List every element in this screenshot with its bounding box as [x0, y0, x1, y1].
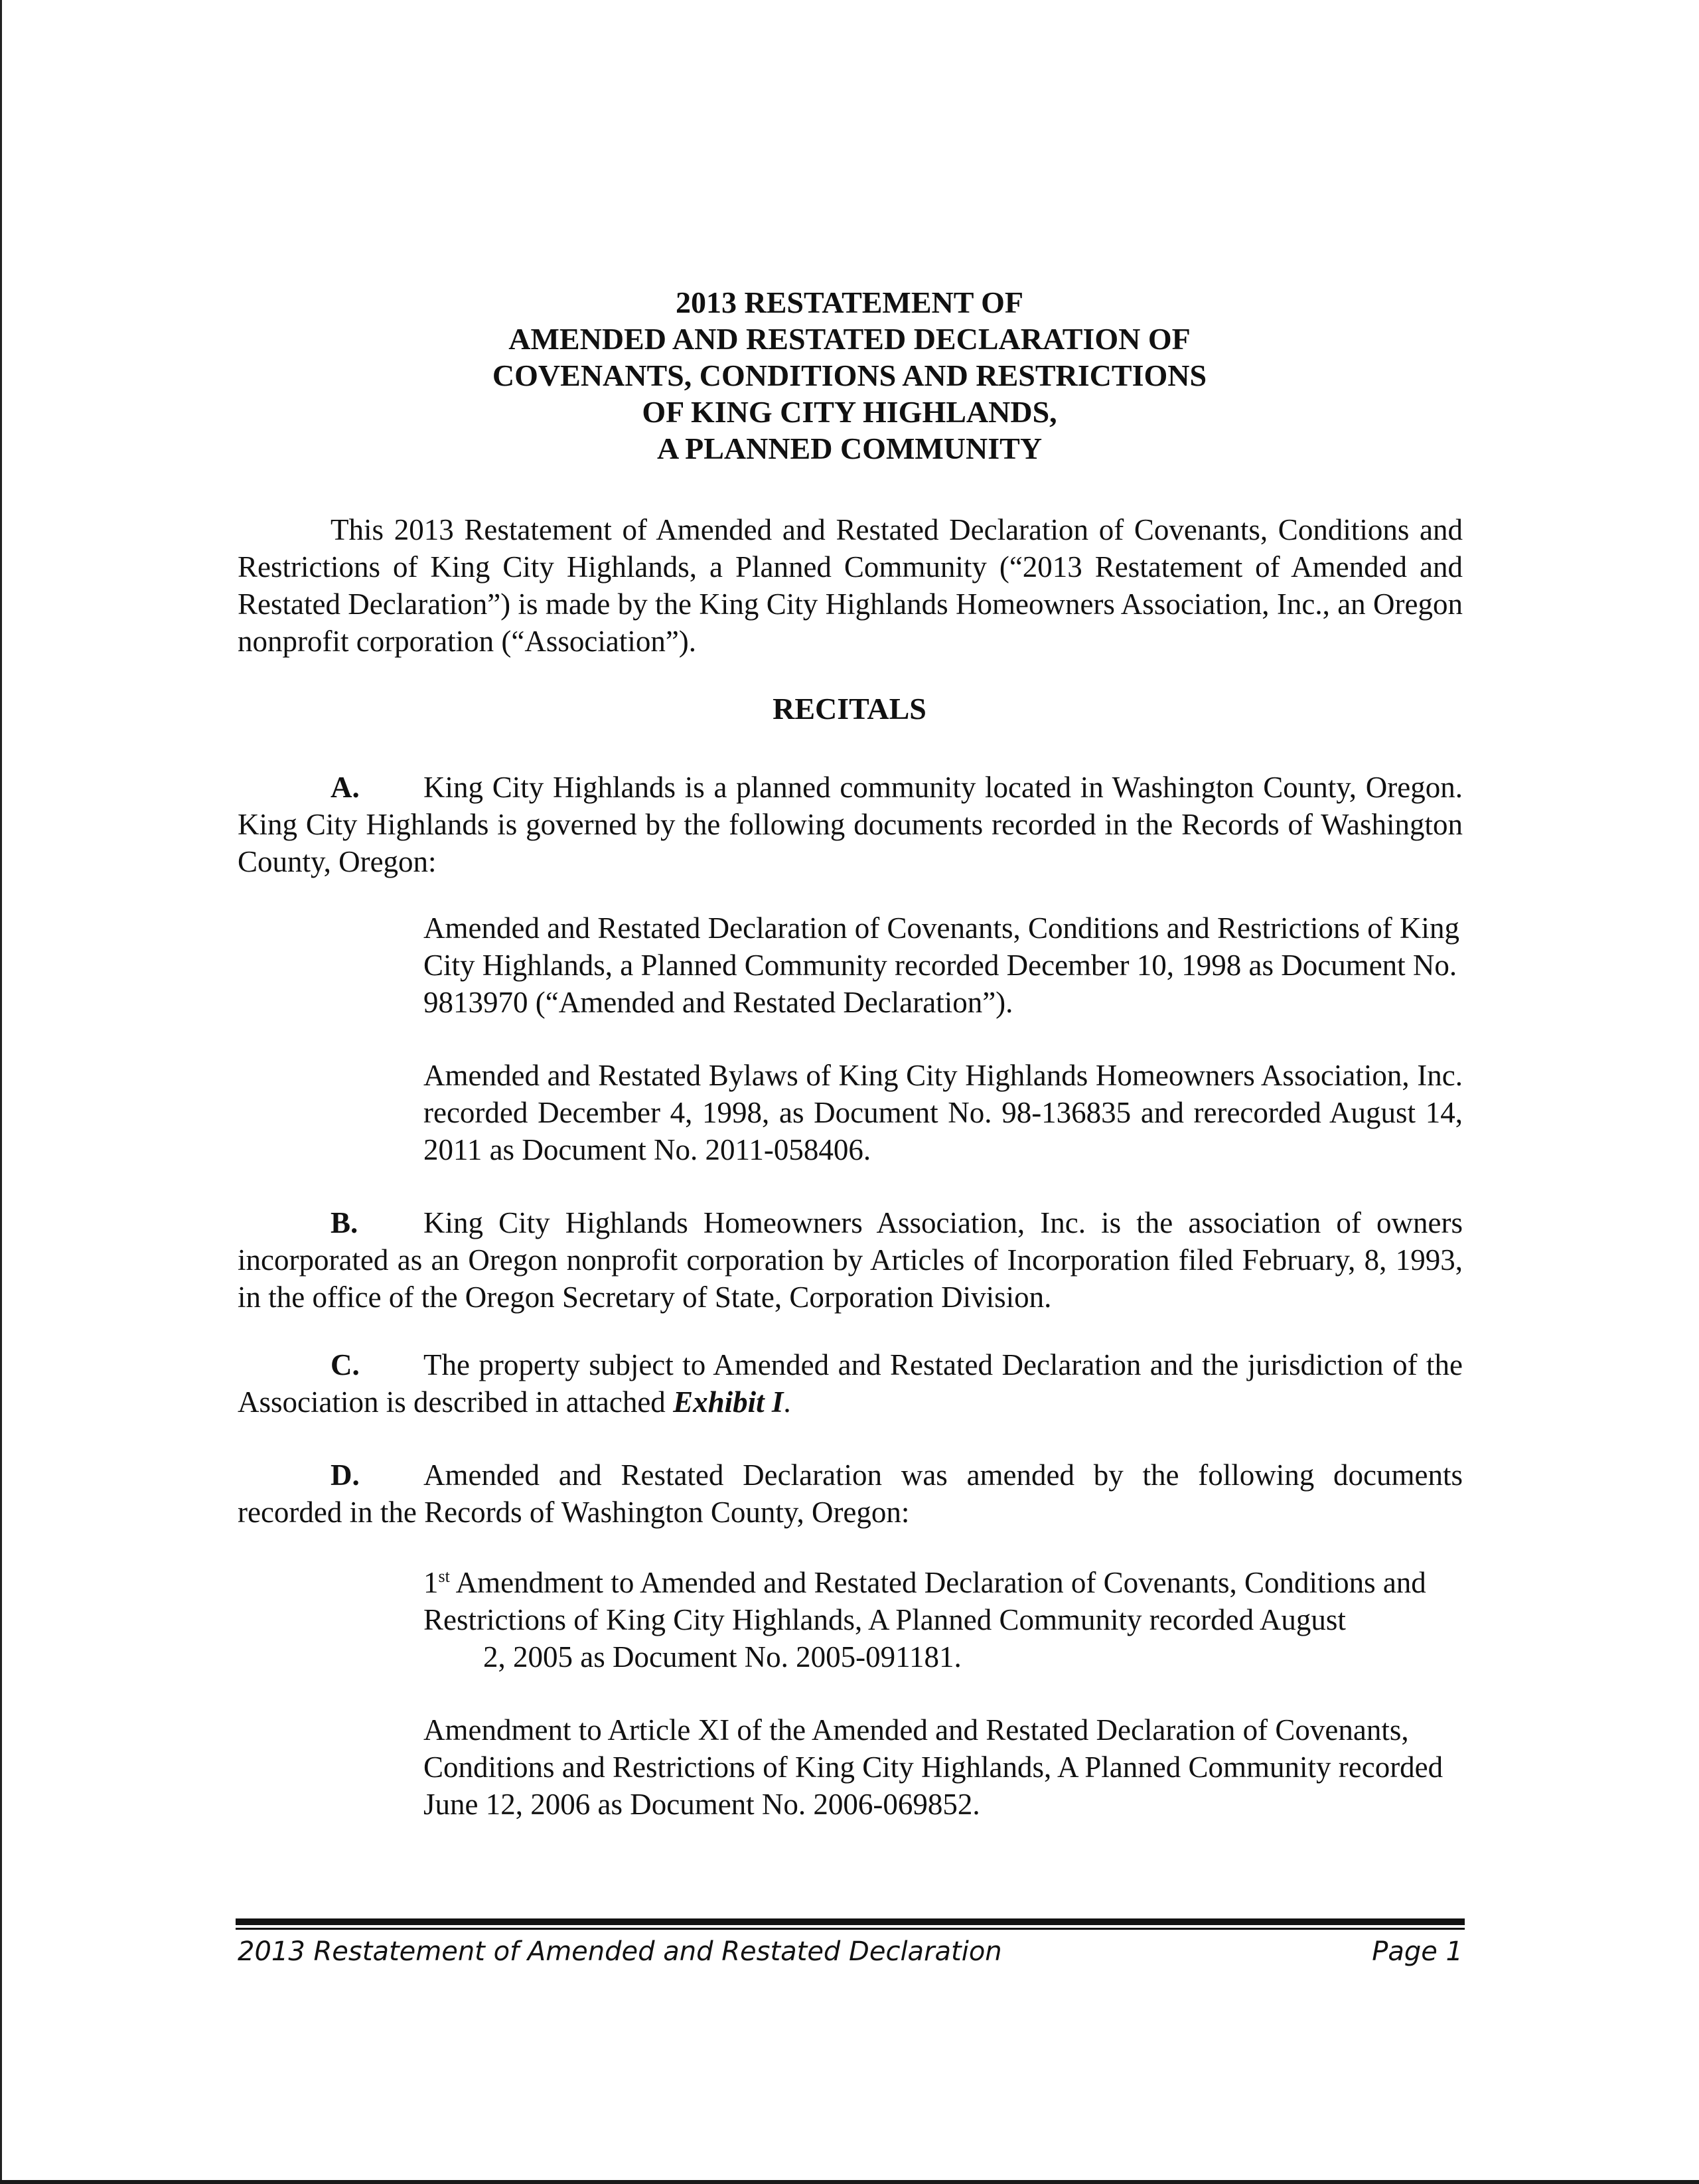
footer-document-title: 2013 Restatement of Amended and Restated Declaration [238, 1936, 1002, 1967]
title-line-2: AMENDED AND RESTATED DECLARATION OF [508, 322, 1191, 356]
recital-d-label: D. [331, 1458, 360, 1492]
title-line-5: A PLANNED COMMUNITY [656, 431, 1043, 465]
recital-a [238, 769, 1463, 880]
recital-b [238, 1204, 1463, 1316]
title-line-3: COVENANTS, CONDITIONS AND RESTRICTIONS [492, 358, 1207, 392]
recital-a-text: King City Highlands is a planned community located in Washington County, Oregon. King City Highlands is governed by the following documents recorded in the Records of Washington County, Oregon: [238, 771, 1463, 878]
scan-edge-bottom [0, 2180, 1699, 2184]
recital-b-text: King City Highlands Homeowners Association, Inc. is the association of owners incorporated as an Oregon nonprofit corporation by Articles of Incorporation filed February, 8, 1993, in the office of the Oregon Secretary of State, Corporation Division. [238, 1206, 1463, 1314]
amendment-1-continuation: 2, 2005 as Document No. 2005-091181. [483, 1640, 962, 1674]
footer-rule-thin [236, 1928, 1465, 1930]
recital-a-document-1: Amended and Restated Declaration of Covenants, Conditions and Restrictions of King City Highlands, a Planned Community recorded December 10, 1998 as Document No. 9813970 (“Amended and Restated Declaration”). [423, 911, 1459, 1019]
amendment-1-number: 1 [423, 1566, 439, 1599]
recital-d-amendment-1 [423, 1564, 1463, 1676]
amendment-1-text: Amendment to Amended and Restated Declaration of Covenants, Conditions and Restrictions of King City Highlands, A Planned Community recorded August [423, 1566, 1426, 1636]
recital-a-document-2: Amended and Restated Bylaws of King City Highlands Homeowners Association, Inc. recorded December 4, 1998, as Document No. 98-136835 and rerecorded August 14, 2011 as Document No. 2011-058406. [423, 1059, 1463, 1166]
document-title [0, 284, 1699, 467]
recital-b-label: B. [331, 1206, 358, 1239]
amendment-1-ordinal: st [438, 1567, 450, 1586]
title-line-4: OF KING CITY HIGHLANDS, [642, 395, 1057, 429]
recitals-heading: RECITALS [773, 692, 926, 726]
recital-d [238, 1456, 1463, 1531]
recital-d-text: Amended and Restated Declaration was amended by the following documents recorded in the Records of Washington County, Oregon: [238, 1458, 1463, 1529]
footer-page-number: Page 1 [1372, 1936, 1463, 1967]
recital-c-period: . [783, 1385, 791, 1419]
recital-c-text: The property subject to Amended and Restated Declaration and the jurisdiction of the Association is described in attached [238, 1348, 1463, 1419]
recital-c [238, 1346, 1463, 1421]
title-line-1: 2013 RESTATEMENT OF [676, 285, 1023, 319]
intro-paragraph: This 2013 Restatement of Amended and Restated Declaration of Covenants, Conditions and Restrictions of King City Highlands, a Planned Community (“2013 Restatement of Amended and Restated Declaration”) is made by the King City Highlands Homeowners Association, Inc., an Oregon nonprofit corporation (“Association”). [238, 513, 1463, 658]
footer-rule-thick [236, 1918, 1465, 1925]
page-footer [238, 1933, 1463, 1970]
exhibit-reference: Exhibit I [673, 1385, 784, 1419]
recital-c-label: C. [331, 1348, 360, 1381]
recital-d-amendment-2: Amendment to Article XI of the Amended and Restated Declaration of Covenants, Conditions and Restrictions of King City Highlands, A Planned Community recorded June 12, 2006 as Document No. 2006-069852. [423, 1713, 1443, 1821]
recital-a-label: A. [331, 771, 360, 804]
